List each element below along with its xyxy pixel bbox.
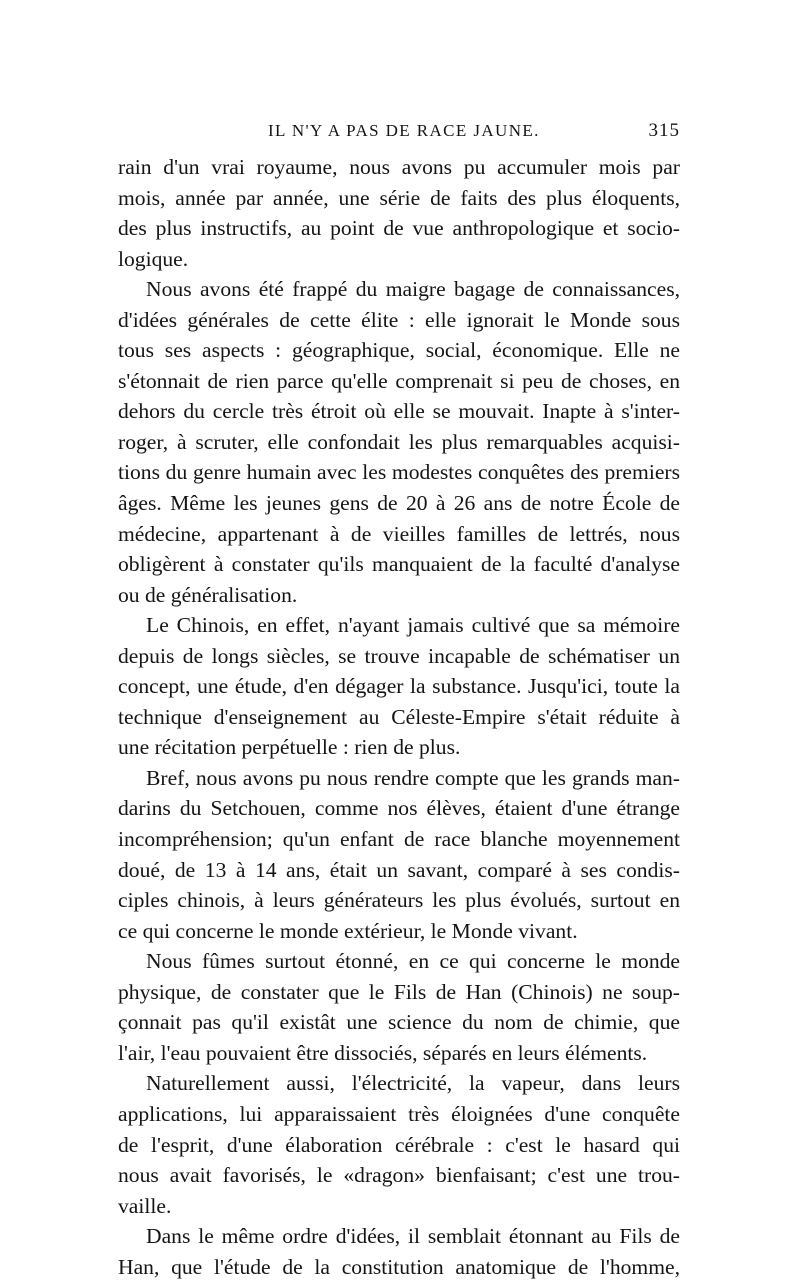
text-line: tions du genre humain avec les modestes conquêtes des premiers	[118, 460, 680, 485]
text-line: Bref, nous avons pu nous rendre compte que les grands man-	[146, 765, 680, 790]
text-line: obligèrent à constater qu'ils manquaient de la faculté d'analyse	[118, 552, 680, 577]
text-line: une récitation perpétuelle : rien de plus.	[118, 735, 461, 760]
paragraph-4	[118, 763, 680, 946]
running-head	[118, 117, 680, 145]
body-text	[118, 152, 680, 1282]
paragraph-7	[118, 1221, 680, 1282]
text-line: physique, de constater que le Fils de Han (Chinois) ne soup-	[118, 979, 680, 1004]
text-line: de l'esprit, d'une élaboration cérébrale : c'est le hasard qui	[118, 1132, 680, 1157]
text-line: Nous avons été frappé du maigre bagage de connaissances,	[146, 277, 680, 302]
text-line: vaille.	[118, 1193, 172, 1218]
text-line: médecine, appartenant à de vieilles familles de lettrés, nous	[118, 521, 680, 546]
paragraph-1	[118, 152, 680, 274]
paragraph-3	[118, 610, 680, 763]
text-line: technique d'enseignement au Céleste-Empire s'était réduite à	[118, 704, 680, 729]
paragraph-6	[118, 1068, 680, 1221]
text-line: incompréhension; qu'un enfant de race blanche moyennement	[118, 827, 680, 852]
text-line: ce qui concerne le monde extérieur, le Monde vivant.	[118, 918, 578, 943]
text-line: çonnait pas qu'il existât une science du nom de chimie, que	[118, 1010, 680, 1035]
text-line: applications, lui apparaissaient très éloignées d'une conquête	[118, 1101, 680, 1126]
paragraph-2	[118, 274, 680, 610]
text-line: s'étonnait de rien parce qu'elle comprenait si peu de choses, en	[118, 368, 680, 393]
text-line: des plus instructifs, au point de vue anthropologique et socio-	[118, 216, 680, 241]
text-line: âges. Même les jeunes gens de 20 à 26 ans de notre École de	[118, 491, 680, 516]
paragraph-5	[118, 946, 680, 1068]
text-line: mois, année par année, une série de faits des plus éloquents,	[118, 185, 680, 210]
text-line: tous ses aspects : géographique, social, économique. Elle ne	[118, 338, 680, 363]
text-line: depuis de longs siècles, se trouve incapable de schématiser un	[118, 643, 680, 668]
text-line: l'air, l'eau pouvaient être dissociés, séparés en leurs éléments.	[118, 1040, 648, 1065]
text-line: Le Chinois, en effet, n'ayant jamais cultivé que sa mémoire	[146, 613, 680, 638]
text-line: darins du Setchouen, comme nos élèves, étaient d'une étrange	[118, 796, 680, 821]
text-line: d'idées générales de cette élite : elle ignorait le Monde sous	[118, 307, 680, 332]
text-line: roger, à scruter, elle confondait les plus remarquables acquisi-	[118, 429, 680, 454]
text-line: logique.	[118, 246, 189, 271]
text-line: Dans le même ordre d'idées, il semblait étonnant au Fils de	[146, 1224, 680, 1249]
page-number: 315	[648, 120, 680, 141]
text-line: rain d'un vrai royaume, nous avons pu accumuler mois par	[118, 155, 680, 179]
text-line: concept, une étude, d'en dégager la substance. Jusqu'ici, toute la	[118, 674, 680, 699]
text-line: nous avait favorisés, le «dragon» bienfaisant; c'est une trou-	[118, 1163, 680, 1188]
text-line: Naturellement aussi, l'électricité, la vapeur, dans leurs	[146, 1071, 680, 1096]
text-line: dehors du cercle très étroit où elle se mouvait. Inapte à s'inter-	[118, 399, 680, 424]
text-line: doué, de 13 à 14 ans, était un savant, comparé à ses condis-	[118, 857, 680, 882]
text-line: ou de généralisation.	[118, 582, 298, 607]
text-line: Han, que l'étude de la constitution anatomique de l'homme,	[118, 1254, 680, 1279]
text-line: ciples chinois, à leurs générateurs les plus évolués, surtout en	[118, 888, 680, 913]
running-title: IL N'Y A PAS DE RACE JAUNE.	[268, 121, 540, 140]
text-line: Nous fûmes surtout étonné, en ce qui concerne le monde	[146, 949, 680, 974]
